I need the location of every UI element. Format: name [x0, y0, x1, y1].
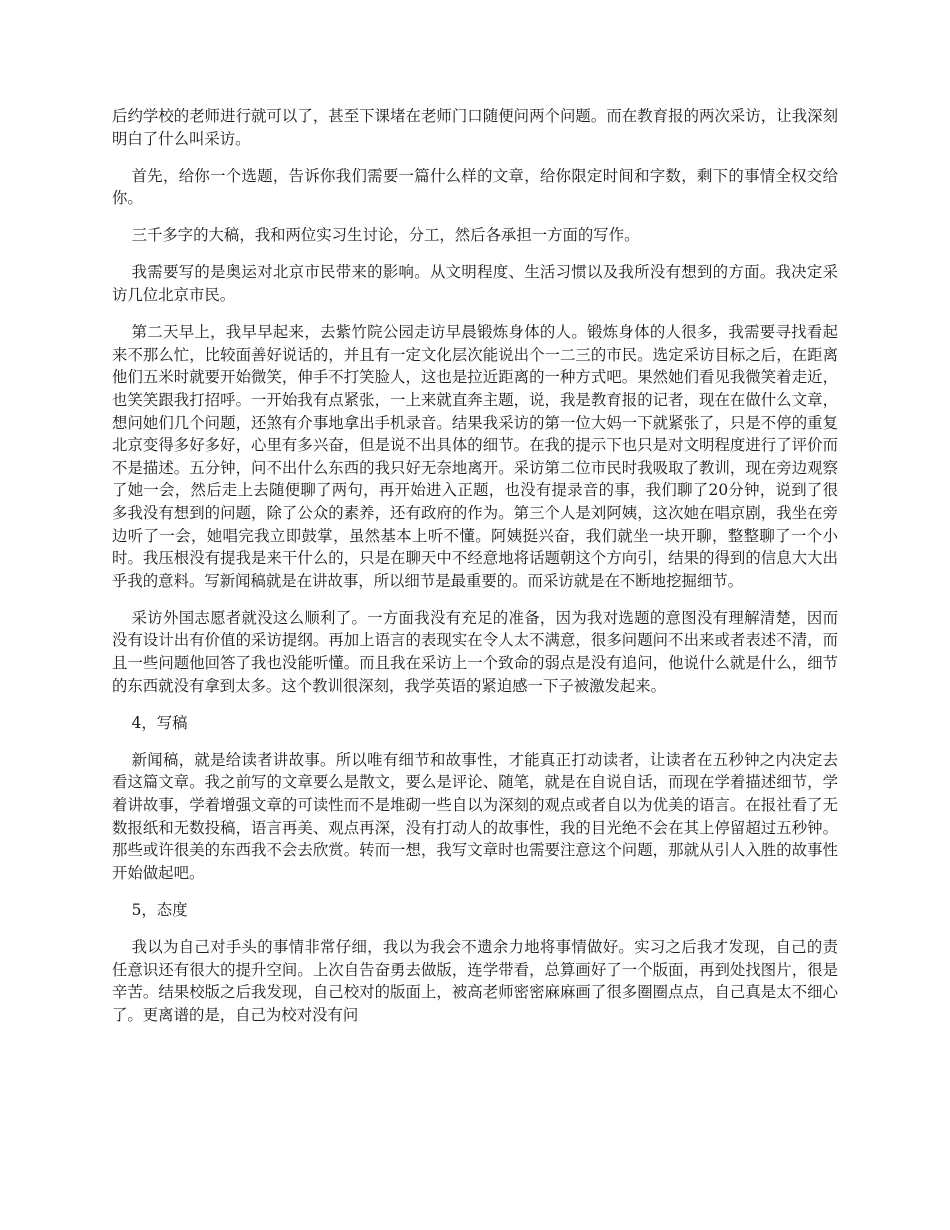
paragraph-division-of-work: 三千多字的大稿，我和两位实习生讨论，分工，然后各承担一方面的写作。 — [131, 226, 640, 245]
paragraph-continuation: 后约学校的老师进行就可以了，甚至下课堵在老师门口随便问两个问题。而在教育报的两次采访，让我深刻明白了什么叫采访。 — [112, 107, 838, 148]
paragraph-news-writing: 新闻稿，就是给读者讲故事。所以唯有细节和故事性，才能真正打动读者，让读者在五秒钟之内决定去看这篇文章。我之前写的文章要么是散文，要么是评论、随笔，就是在自说自话，而现在学着描述细节，学着讲故事，学着增强文章的可读性而不是堆砌一些自以为深刻的观点或者自以为优美的语言。在报社看了无数报纸和无数投稿，语言再美、观点再深，没有打动人的故事性，我的目光绝不会在其上停留超过五秒钟。那些或许很美的东西我不会去欣赏。转而一想，我写文章时也需要注意这个问题，那就从引人入胜的故事性开始做起吧。 — [112, 750, 838, 882]
paragraph-interviews: 第二天早上，我早早起来，去紫竹院公园走访早晨锻炼身体的人。锻炼身体的人很多，我需要寻找看起来不那么忙，比较面善好说话的，并且有一定文化层次能说出个一二三的市民。选定采访目标之后，在距离他们五米时就要开始微笑，伸手不打笑脸人，这也是拉近距离的一种方式吧。果然她们看见我微笑着走近，也笑笑跟我打招呼。一开始我有点紧张，一上来就直奔主题，说，我是教育报的记者，现在在做什么文章，想问她们几个问题，还煞有介事地拿出手机录音。结果我采访的第一位大妈一下就紧张了，只是不停的重复北京变得多好多好，心里有多兴奋，但是说不出具体的细节。在我的提示下也只是对文明程度进行了评价而不是描述。五分钟，问不出什么东西的我只好无奈地离开。采访第二位市民时我吸取了教训，现在旁边观察了她一会，然后走上去随便聊了两句，再开始进入正题，也没有提录音的事，我们聊了20分钟，说到了很多我没有想到的问题，除了公众的素养，还有政府的作为。第三个人是刘阿姨，这次她在唱京剧，我坐在旁边听了一会，她唱完我立即鼓掌，虽然基本上听不懂。阿姨挺兴奋，我们就坐一块开聊，整整聊了一个小时。我压根没有提我是来干什么的，只是在聊天中不经意地将话题朝这个方向引，结果的得到的信息大大出乎我的意料。写新闻稿就是在讲故事，所以细节是最重要的。而采访就是在不断地挖掘细节。 — [112, 323, 838, 590]
section-heading-attitude: 5，态度 — [131, 900, 188, 919]
section-heading-writing: 4，写稿 — [131, 713, 188, 732]
paragraph-attitude: 我以为自己对手头的事情非常仔细，我以为我会不遗余力地将事情做好。实习之后我才发现，自己的责任意识还有很大的提升空间。上次自告奋勇去做版，连学带看，总算画好了一个版面，再到处找图片，很是辛苦。结果校版之后我发现，自己校对的版面上，被高老师密密麻麻画了很多圈圈点点，自己真是太不细心了。更离谱的是，自己为校对没有问 — [112, 937, 838, 1024]
paragraph-topic-assignment: 首先，给你一个选题，告诉你我们需要一篇什么样的文章，给你限定时间和字数，剩下的事情全权交给你。 — [112, 166, 838, 208]
document-body — [112, 105, 838, 1041]
paragraph-olympics-impact: 我需要写的是奥运对北京市民带来的影响。从文明程度、生活习惯以及我所没有想到的方面。我决定采访几位北京市民。 — [112, 263, 838, 305]
paragraph-foreign-volunteers: 采访外国志愿者就没这么顺利了。一方面我没有充足的准备，因为我对选题的意图没有理解清楚，因而没有设计出有价值的采访提纲。再加上语言的表现实在令人太不满意，很多问题问不出来或者表述不清，而且一些问题他回答了我也没能听懂。而且我在采访上一个致命的弱点是没有追问，他说什么就是什么，细节的东西就没有拿到太多。这个教训很深刻，我学英语的紧迫感一下子被激发起来。 — [112, 608, 838, 695]
